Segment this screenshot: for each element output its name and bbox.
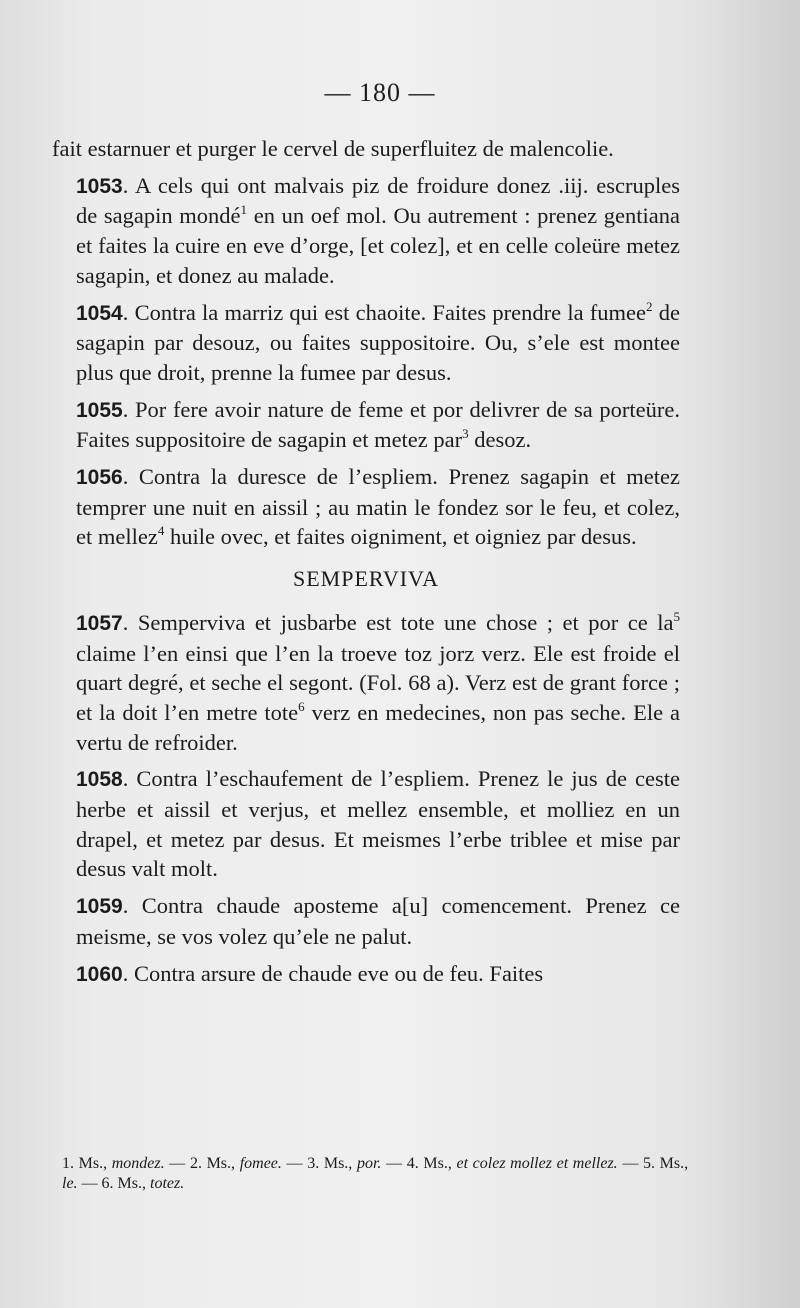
entry-number: 1058 bbox=[76, 768, 123, 792]
page-number: — 180 — bbox=[324, 78, 436, 107]
entry-number: 1053 bbox=[76, 174, 123, 198]
entry-number: 1054 bbox=[76, 301, 123, 325]
entry-number: 1060 bbox=[76, 962, 123, 986]
paragraph-1054: 1054. Contra la marriz qui est chaoite. Faites prendre la fumee$^2$ de sagapin par desouz, ou faites suppositoire. Ou, s’ele est montee plus que droit, prenne la fumee par desus. bbox=[76, 298, 680, 385]
footnote-ref: 2 bbox=[646, 298, 653, 314]
paragraph-1059: 1059. Contra chaude aposteme a[u] comencement. Prenez ce meisme, se vos volez qu’ele ne palut. bbox=[76, 893, 680, 949]
footnotes: 1. Ms., mondez. — 2. Ms., fomee. — 3. Ms., por. — 4. Ms., et colez mollez et mellez. — 5. Ms., le. — 6. Ms., totez. bbox=[62, 1155, 689, 1192]
footnote-ref: 4 bbox=[157, 523, 165, 539]
paragraph-1057: 1057. Semperviva et jusbarbe est tote une chose ; et por ce $la^5$ claime l’en einsi que l’en la troeve toz jorz verz. Ele est froide el quart degré, et seche el segont. (Fol. 68 a). Verz est de grant force ; et la doit l’en metre tote$^6$ verz en medecines, non pas seche. Ele a vertu de refroider. bbox=[76, 608, 680, 755]
entry-number: 1055 bbox=[76, 398, 123, 422]
entry-number: 1059 bbox=[76, 895, 123, 919]
section-heading: SEMPERVIVA bbox=[293, 566, 439, 592]
paragraph-1056: 1056. Contra la duresce de l’espliem. Prenez sagapin et metez temprer une nuit en aissil ; au matin le fondez sor le feu, et colez, et mellez$^4$ huile ovec, et faites oigniment, et oigniez par desus. bbox=[76, 464, 680, 550]
paragraph-continuation: fait estarnuer et purger le cervel de superfluitez de malencolie. bbox=[52, 136, 614, 161]
page-body bbox=[52, 134, 680, 996]
footnote-ref: 6 bbox=[298, 698, 305, 714]
paragraph-1053: 1053. A cels qui ont malvais piz de froidure donez .iij. escruples de sagapin mondé$^1$ en un oef mol. Ou autrement : prenez gentiana et faites la cuire en eve d’orge, [et colez], et en celle coleüre metez sagapin, et donez au malade. bbox=[76, 172, 680, 288]
paragraph-1058: 1058. Contra l’eschaufement de l’espliem. Prenez le jus de ceste herbe et aissil et verjus, et mellez ensemble, et molliez en un drapel, et metez par desus. Et meismes l’erbe triblee et mise par desus valt molt. bbox=[76, 766, 680, 882]
footnote-ref: 1 bbox=[240, 202, 248, 218]
entry-number: 1056 bbox=[76, 466, 123, 490]
footnote-ref: 5 bbox=[673, 608, 680, 624]
entry-number: 1057 bbox=[76, 611, 123, 635]
footnote-ref: 3 bbox=[462, 426, 469, 442]
paragraph-1060: 1060. Contra arsure de chaude eve ou de feu. Faites bbox=[76, 960, 544, 986]
paragraph-1055: 1055. Por fere avoir nature de feme et por delivrer de sa porteüre. Faites suppositoire de sagapin et metez par$^3$ desoz. bbox=[76, 396, 680, 453]
